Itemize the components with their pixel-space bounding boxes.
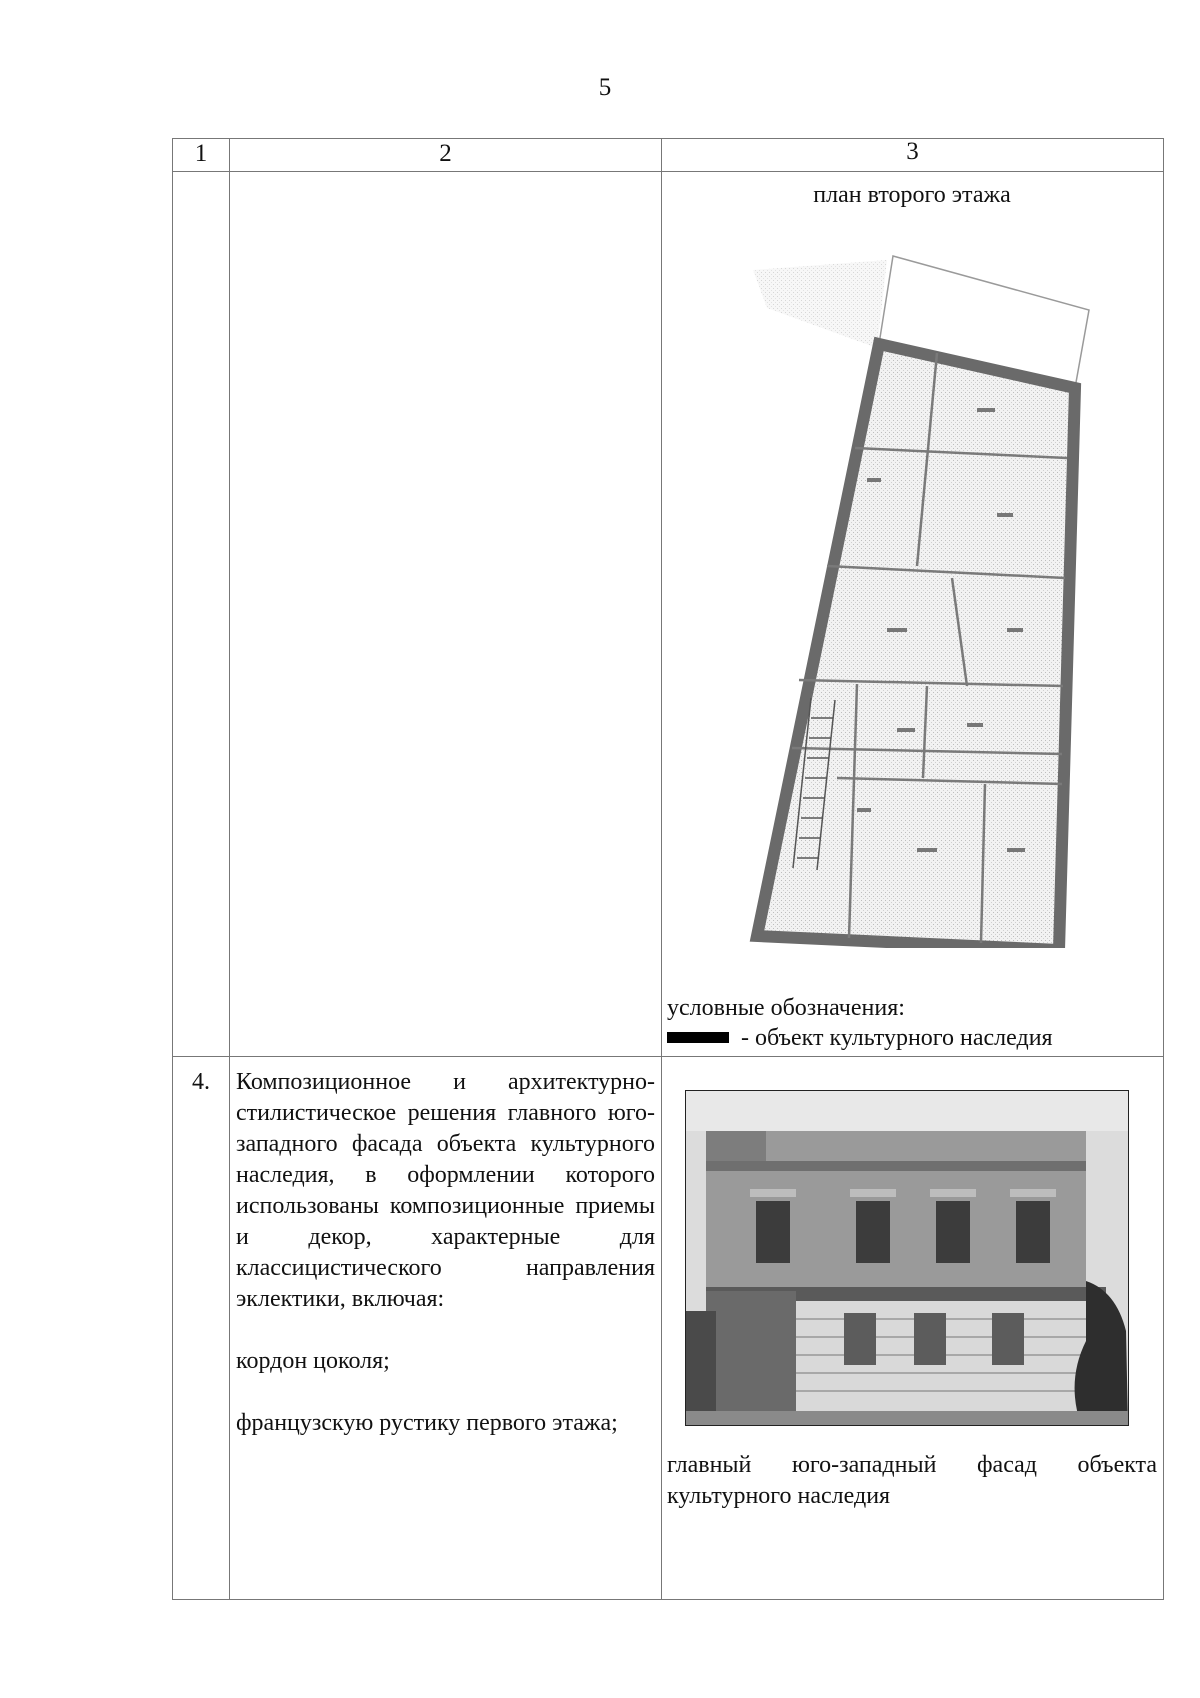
page-number: 5 bbox=[598, 74, 612, 101]
legend-title: условные обозначения: bbox=[667, 995, 905, 1021]
column-header-2: 2 bbox=[230, 139, 662, 172]
facade-overlay bbox=[661, 1064, 1163, 1594]
legend-item bbox=[667, 1025, 1053, 1052]
photo-caption: главный юго-западный фасад объекта культурного наследия bbox=[667, 1452, 1157, 1509]
column-header-1: 1 bbox=[173, 139, 230, 172]
description-paragraph: Композиционное и архитектурно-стилистическое решения главного юго-западного фасада объекта культурного наследия, в оформлении которого использованы композиционные приемы и декор, характерные для классицистического направления эклектики, включая: bbox=[236, 1069, 655, 1312]
description-cell bbox=[230, 1057, 662, 1600]
legend-swatch bbox=[667, 1032, 729, 1043]
row-number: 4. bbox=[173, 1057, 230, 1600]
facade-photo bbox=[685, 1090, 1129, 1426]
description-paragraph: французскую рустику первого этажа; bbox=[236, 1410, 618, 1436]
description-paragraph: кордон цоколя; bbox=[236, 1348, 390, 1374]
plan-title: план второго этажа bbox=[813, 182, 1011, 208]
plan-overlay bbox=[661, 0, 1163, 1060]
column-header-3: 3 bbox=[662, 139, 1164, 172]
legend-item-label: - объект культурного наследия bbox=[741, 1025, 1053, 1051]
empty-number-cell bbox=[173, 172, 230, 1057]
second-floor-plan-image bbox=[737, 248, 1097, 948]
empty-description-cell bbox=[230, 172, 662, 1057]
